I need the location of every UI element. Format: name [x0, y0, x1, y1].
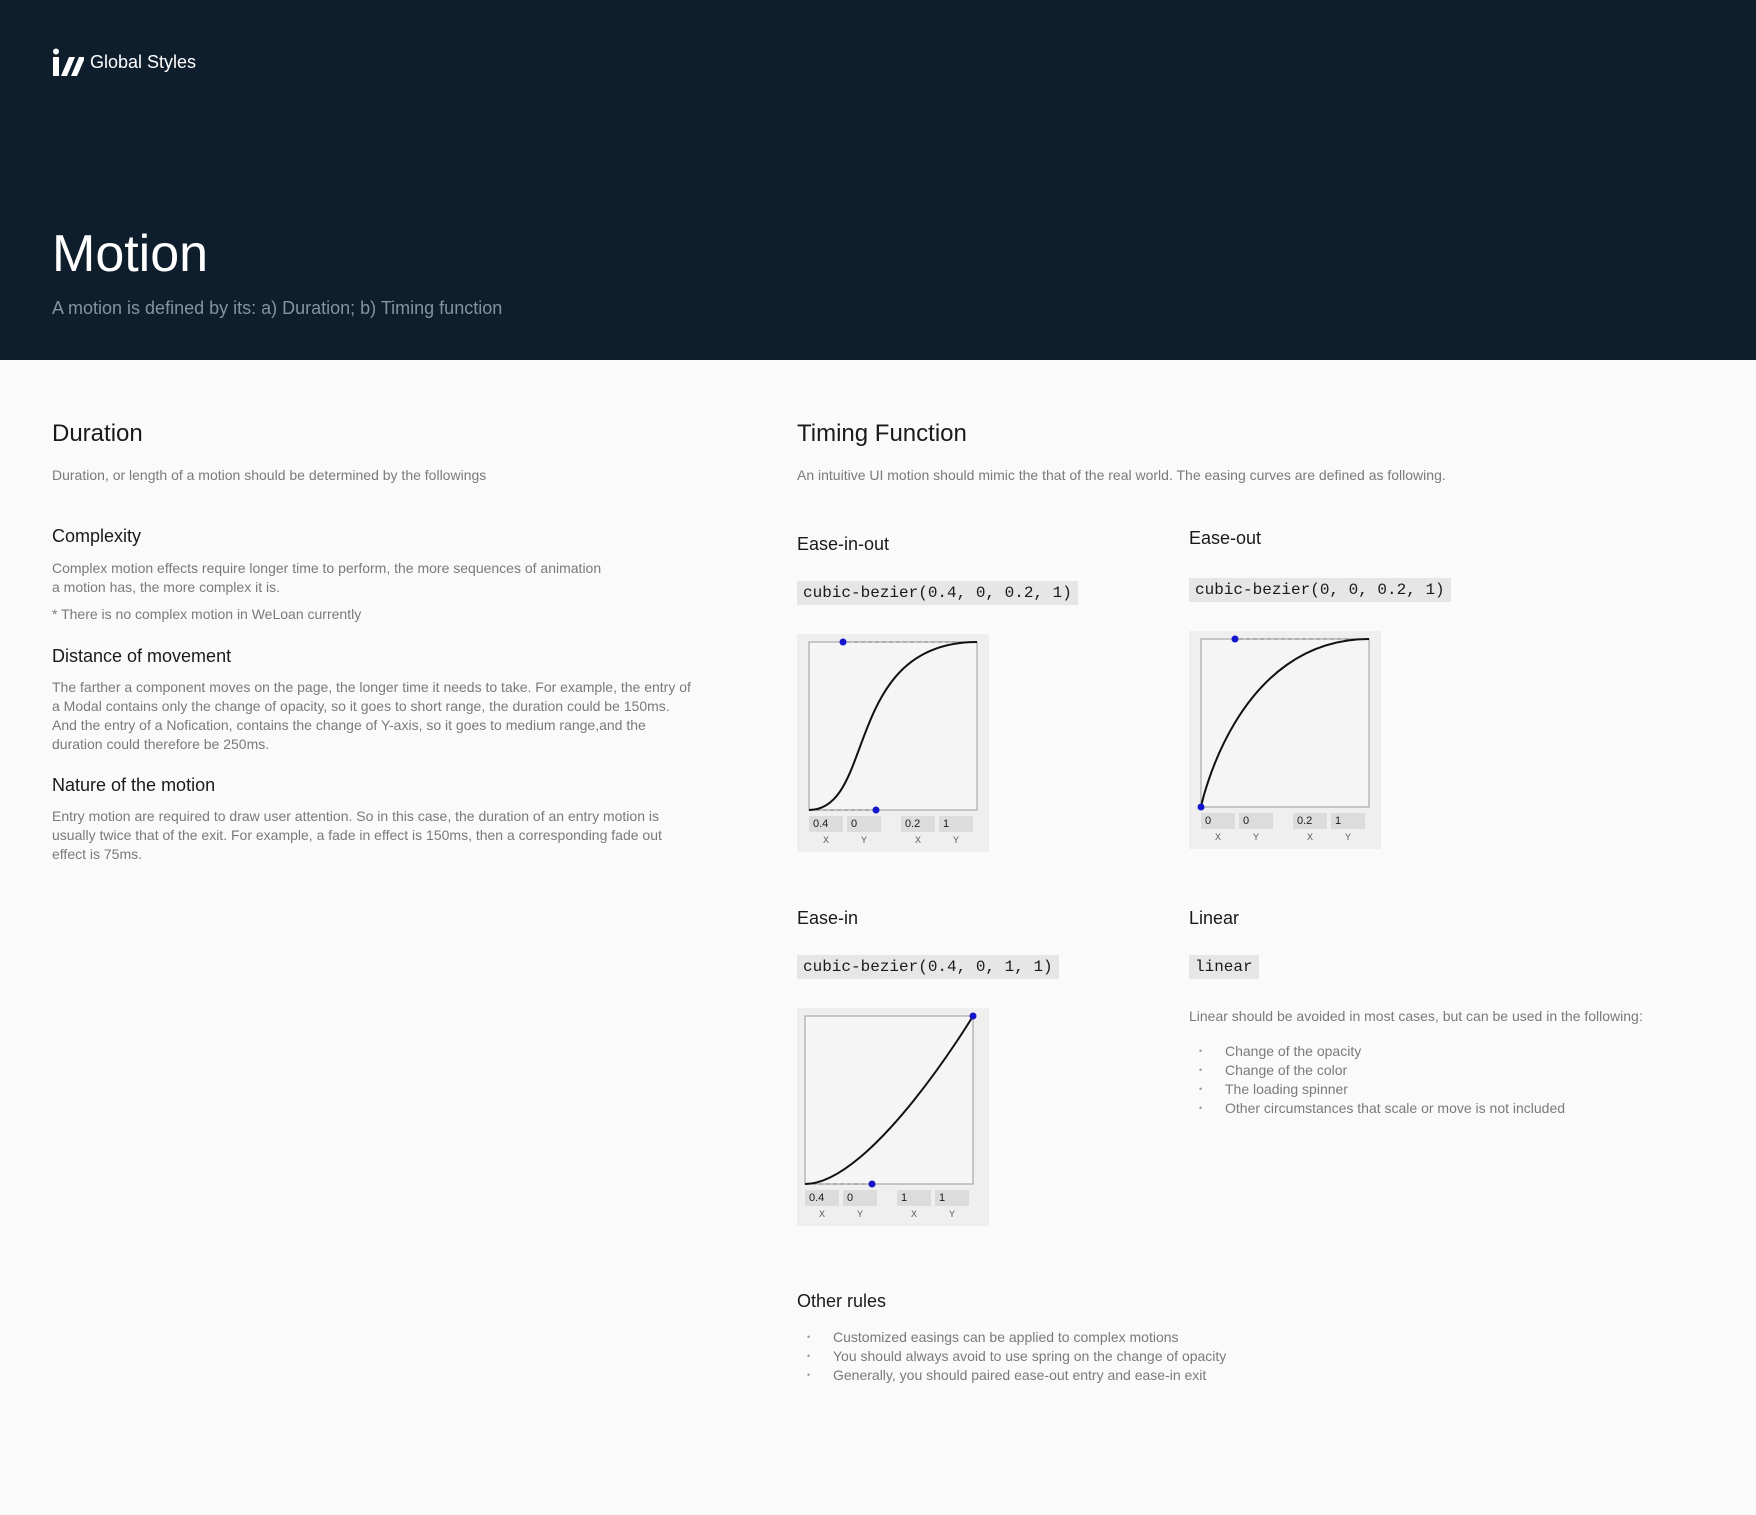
y-axis-label: Y [856, 1209, 863, 1219]
complexity-heading: Complexity [52, 526, 142, 546]
x1-input[interactable]: 0.4 [805, 1190, 839, 1206]
list-item: • Other circumstances that scale or move is not included [1189, 1099, 1689, 1118]
ease-in-title: Ease-in [797, 908, 859, 928]
y1-input[interactable]: 0 [1239, 813, 1273, 829]
handle-point [1232, 636, 1239, 643]
nature-text [52, 807, 702, 864]
x-axis-label: X [1214, 832, 1221, 842]
handle-point [970, 1013, 977, 1020]
linear-use-list [1189, 1042, 1689, 1118]
duration-section [52, 420, 702, 864]
distance-heading: Distance of movement [52, 646, 232, 666]
complexity-note: * There is no complex motion in WeLoan currently [52, 606, 362, 622]
x1-input[interactable]: 0 [1201, 813, 1235, 829]
page-title: Motion [52, 225, 209, 283]
x2-input[interactable]: 0.2 [901, 816, 935, 832]
y1-input[interactable]: 0 [847, 816, 881, 832]
other-rules-list [797, 1328, 1397, 1385]
x-axis-label: X [914, 835, 921, 845]
y2-input[interactable]: 1 [939, 816, 973, 832]
ease-out-editor [1189, 631, 1381, 849]
complexity-line: Complex motion effects require longer time to perform, the more sequences of animation [52, 560, 602, 576]
linear-code: linear [1189, 955, 1259, 979]
y2-input[interactable]: 1 [1331, 813, 1365, 829]
ease-in-out-title: Ease-in-out [797, 534, 890, 554]
ease-in-out-editor [797, 634, 989, 852]
list-item: • Change of the opacity [1189, 1042, 1689, 1061]
y-axis-label: Y [948, 1209, 955, 1219]
distance-line: And the entry of a Nofication, contains the change of Y-axis, so it goes to medium range,and the [52, 717, 646, 733]
y-axis-label: Y [860, 835, 867, 845]
y1-input[interactable]: 0 [843, 1190, 877, 1206]
timing-section [797, 420, 1697, 485]
ease-out-code: cubic-bezier(0, 0, 0.2, 1) [1189, 578, 1451, 602]
y2-input[interactable]: 1 [935, 1190, 969, 1206]
y-axis-label: Y [1252, 832, 1259, 842]
ease-in-out-curve [797, 634, 989, 816]
ease-in-curve [797, 1008, 989, 1190]
distance-text [52, 678, 702, 754]
other-rules-title: Other rules [797, 1291, 887, 1311]
x-axis-label: X [818, 1209, 825, 1219]
y-axis-label: Y [952, 835, 959, 845]
distance-line: duration could therefore be 250ms. [52, 736, 270, 752]
list-item: • Customized easings can be applied to complex motions [797, 1328, 1397, 1347]
page-header [0, 0, 1756, 360]
ease-in-out-code: cubic-bezier(0.4, 0, 0.2, 1) [797, 581, 1078, 605]
x-axis-label: X [1306, 832, 1313, 842]
nature-heading: Nature of the motion [52, 775, 216, 795]
ease-out-curve [1189, 631, 1381, 813]
linear-title: Linear [1189, 908, 1240, 928]
x2-input[interactable]: 1 [897, 1190, 931, 1206]
handle-point [869, 1181, 876, 1188]
logo-icon [52, 48, 84, 76]
timing-lead: An intuitive UI motion should mimic the that of the real world. The easing curves are defined as following. [797, 467, 1446, 483]
handle-point [1198, 804, 1205, 811]
distance-line: The farther a component moves on the page, the longer time it needs to take. For example, the entry of [52, 679, 691, 695]
timing-heading: Timing Function [797, 420, 967, 447]
nature-line: Entry motion are required to draw user attention. So in this case, the duration of an entry motion is [52, 808, 659, 824]
list-item: • The loading spinner [1189, 1080, 1689, 1099]
list-item: • You should always avoid to use spring on the change of opacity [797, 1347, 1397, 1366]
distance-line: a Modal contains only the change of opacity, so it goes to short range, the duration could be 150ms. [52, 698, 670, 714]
x-axis-label: X [822, 835, 829, 845]
page-subtitle: A motion is defined by its: a) Duration; b) Timing function [52, 298, 503, 318]
brand[interactable] [52, 48, 196, 76]
brand-name: Global Styles [90, 51, 197, 72]
ease-in-editor [797, 1008, 989, 1226]
list-item: • Change of the color [1189, 1061, 1689, 1080]
nature-line: effect is 75ms. [52, 846, 143, 862]
linear-description: Linear should be avoided in most cases, but can be used in the following: [1189, 1008, 1643, 1024]
ease-in-code: cubic-bezier(0.4, 0, 1, 1) [797, 955, 1059, 979]
handle-point [840, 639, 847, 646]
x1-input[interactable]: 0.4 [809, 816, 843, 832]
x2-input[interactable]: 0.2 [1293, 813, 1327, 829]
x-axis-label: X [910, 1209, 917, 1219]
nature-line: usually twice that of the exit. For example, a fade in effect is 150ms, then a corresponding fade out [52, 827, 662, 843]
handle-point [873, 807, 880, 814]
y-axis-label: Y [1344, 832, 1351, 842]
duration-heading: Duration [52, 420, 143, 447]
list-item: • Generally, you should paired ease-out entry and ease-in exit [797, 1366, 1397, 1385]
complexity-text [52, 559, 702, 597]
ease-out-title: Ease-out [1189, 528, 1262, 548]
complexity-line: a motion has, the more complex it is. [52, 579, 280, 595]
duration-lead: Duration, or length of a motion should be determined by the followings [52, 467, 487, 483]
